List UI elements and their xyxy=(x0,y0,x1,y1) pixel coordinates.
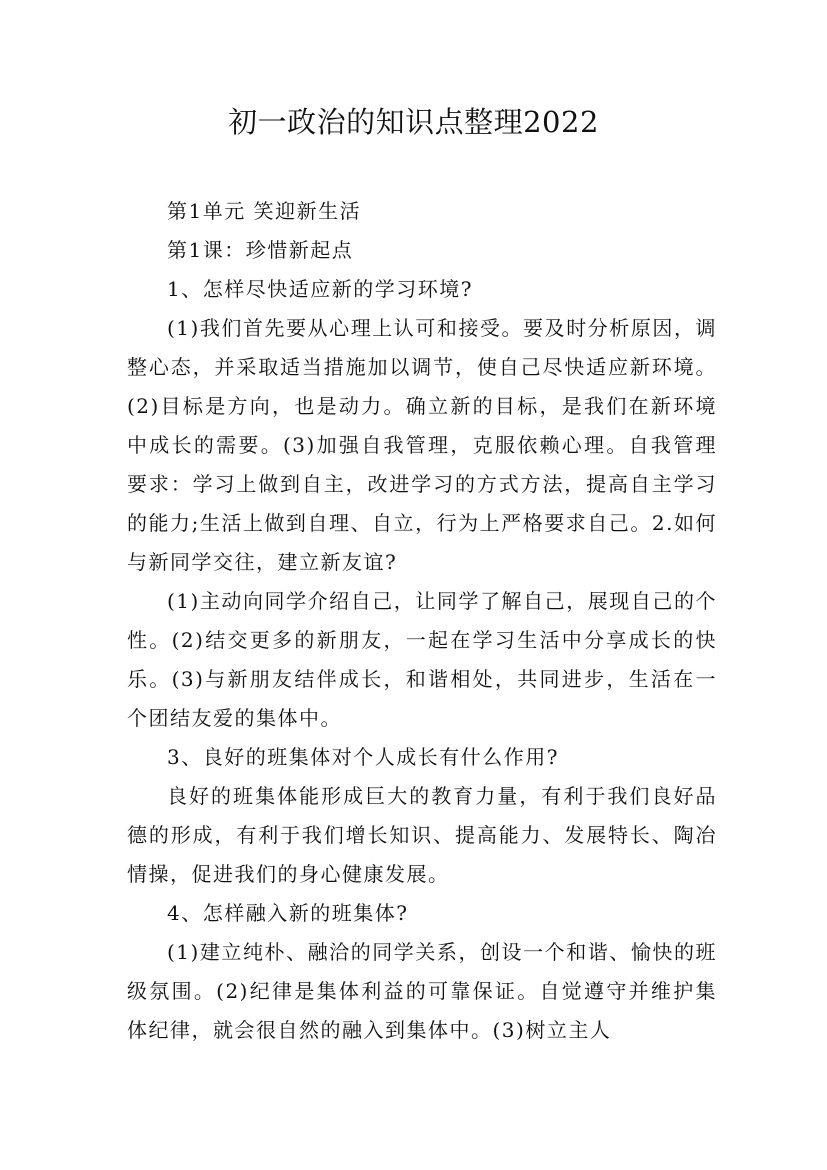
answer-3-paragraph: 良好的班集体能形成巨大的教育力量，有利于我们良好品德的形成，有利于我们增长知识、提高能力、发展特长、陶冶情操，促进我们的身心健康发展。 xyxy=(127,784,717,886)
answer-1-paragraph: (1)我们首先要从心理上认可和接受。要及时分析原因，调整心态，并采取适当措施加以调节，使自己尽快适应新环境。(2)目标是方向，也是动力。确立新的目标，是我们在新环境中成长的需要。(3)加强自我管理，克服依赖心理。自我管理要求：学习上做到自主，改进学习的方式方法，提高自主学习的能力;生活上做到自理、自立，行为上严格要求自己。2.如何与新同学交往，建立新友谊? xyxy=(127,316,717,574)
unit-heading: 第1单元 笑迎新生活 xyxy=(167,199,362,223)
document-body xyxy=(127,192,717,1050)
question-3: 3、良好的班集体对个人成长有什么作用? xyxy=(167,745,559,769)
lesson-heading: 第1课：珍惜新起点 xyxy=(167,238,354,262)
document-title: 初一政治的知识点整理2022 xyxy=(228,105,599,139)
answer-4-paragraph: (1)建立纯朴、融洽的同学关系，创设一个和谐、愉快的班级氛围。(2)纪律是集体利益的可靠保证。自觉遵守并维护集体纪律，就会很自然的融入到集体中。(3)树立主人 xyxy=(127,940,717,1042)
answer-2-paragraph: (1)主动向同学介绍自己，让同学了解自己，展现自己的个性。(2)结交更多的新朋友，一起在学习生活中分享成长的快乐。(3)与新朋友结伴成长，和谐相处，共同进步，生活在一个团结友爱的集体中。 xyxy=(127,589,717,730)
question-1: 1、怎样尽快适应新的学习环境? xyxy=(167,277,473,301)
question-4: 4、怎样融入新的班集体? xyxy=(167,901,409,925)
